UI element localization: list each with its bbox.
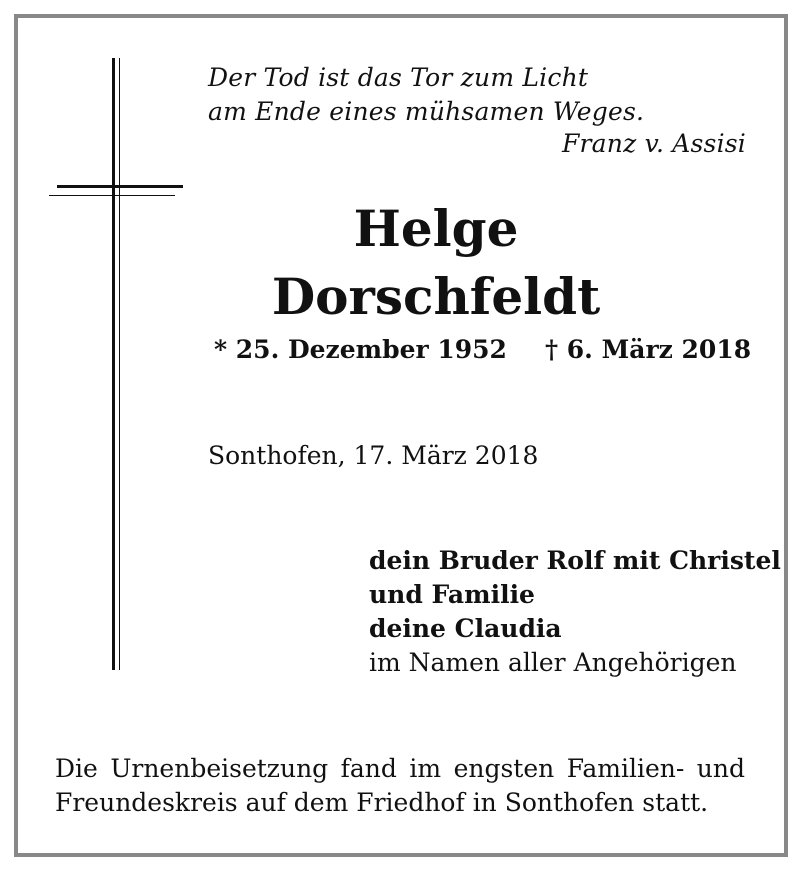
birth-date: * 25. Dezember 1952 xyxy=(214,335,507,364)
first-name: Helge xyxy=(353,199,519,258)
death-date: † 6. März 2018 xyxy=(545,335,752,364)
quote-line-1: Der Tod ist das Tor zum Licht xyxy=(208,63,589,92)
footer-line-2: Freundeskreis auf dem Friedhof in Sonthofen statt. xyxy=(55,788,709,817)
mourner-line: im Namen aller Angehörigen xyxy=(369,648,737,677)
cross-vertical-bar xyxy=(112,58,115,670)
last-name: Dorschfeldt xyxy=(271,267,601,326)
mourner-line: deine Claudia xyxy=(369,614,562,643)
mourner-line: dein Bruder Rolf mit Christel xyxy=(369,546,781,575)
cross-horizontal-thin-bar xyxy=(49,195,175,196)
cross-vertical-thin-bar xyxy=(119,58,120,670)
footer-line-1: Die Urnenbeisetzung fand im engsten Familien- und xyxy=(55,754,745,783)
cross-horizontal-bar xyxy=(57,185,183,188)
quote-line-2: am Ende eines mühsamen Weges. xyxy=(208,97,645,126)
quote-author: Franz v. Assisi xyxy=(561,129,746,158)
mourner-line: und Familie xyxy=(369,580,535,609)
place-and-date: Sonthofen, 17. März 2018 xyxy=(208,441,539,470)
